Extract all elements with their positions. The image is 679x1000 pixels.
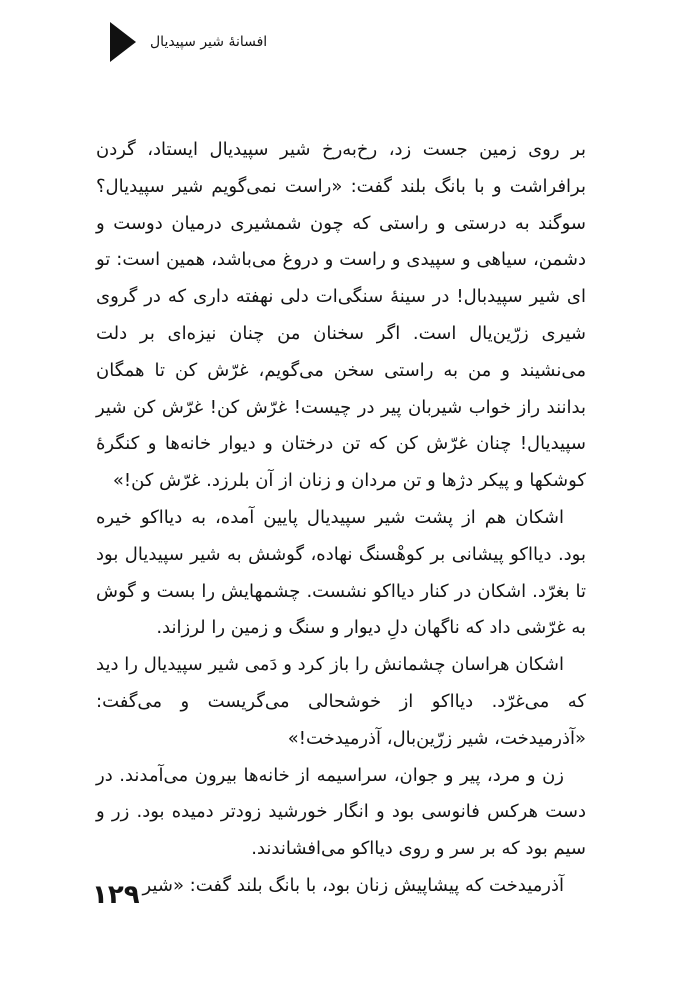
body-text xyxy=(96,132,586,905)
triangle-marker-icon xyxy=(110,22,136,62)
running-header xyxy=(110,22,590,62)
paragraph: بر روی زمین جست زد، رخ‌به‌رخ شیر سپیدیال ایستاد، گردن برافراشت و با بانگ بلند گفت: «راست نمی‌گویم شیر سپیدیال؟ سوگند به درستی و راستی که چون شمشیری درمیان دوست و دشمن، سیاهی و سپیدی و راست و دروغ می‌باشد، همین است: تو ای شیر سپیدبال! در سینۀ سنگی‌ات دلی نهفته داری که در گروی شیری زرّین‌یال است. اگر سخنان من چنان نیزه‌ای بر دلت می‌نشیند و من به راستی سخن می‌گویم، غرّش کن تا همگان بدانند راز خواب شیربان پیر در چیست! غرّش کن! غرّش کن شیر سپیدیال! چنان غرّش کن که تن درختان و دیوار خانه‌ها و کنگرۀ کوشکها و پیکر دژها و تن مردان و زنان از آن بلرزد. غرّش کن!» xyxy=(96,139,586,492)
running-title: افسانۀ شیر سپیدیال xyxy=(150,34,268,50)
paragraph: زن و مرد، پیر و جوان، سراسیمه از خانه‌ها بیرون می‌آمدند. در دست هرکس فانوسی بود و انگار خورشید زودتر دمیده بود. زر و سیم بود که بر سر و روی دیااکو می‌افشاندند. xyxy=(96,764,586,860)
paragraph: اشکان هم از پشت شیر سپیدیال پایین آمده، به دیااکو خیره بود. دیااکو پیشانی بر کوهْسنگ نهاده، گوشش به شیر سپیدیال بود تا بغرّد. اشکان در کنار دیااکو نشست. چشمهایش را بست و گوش به غرّشی داد که ناگهان دلِ دیوار و سنگ و زمین را لرزاند. xyxy=(96,506,586,639)
paragraph: اشکان هراسان چشمانش را باز کرد و دَمی شیر سپیدیال را دید که می‌غرّد. دیااکو از خوشحالی می‌گریست و می‌گفت: «آذرمیدخت، شیر زرّین‌بال، آذرمیدخت!» xyxy=(96,654,586,749)
paragraph: آذرمیدخت که پیشاپیش زنان بود، با بانگ بلند گفت: «شیر xyxy=(142,874,564,896)
page-number: ۱۲۹ xyxy=(92,880,140,910)
